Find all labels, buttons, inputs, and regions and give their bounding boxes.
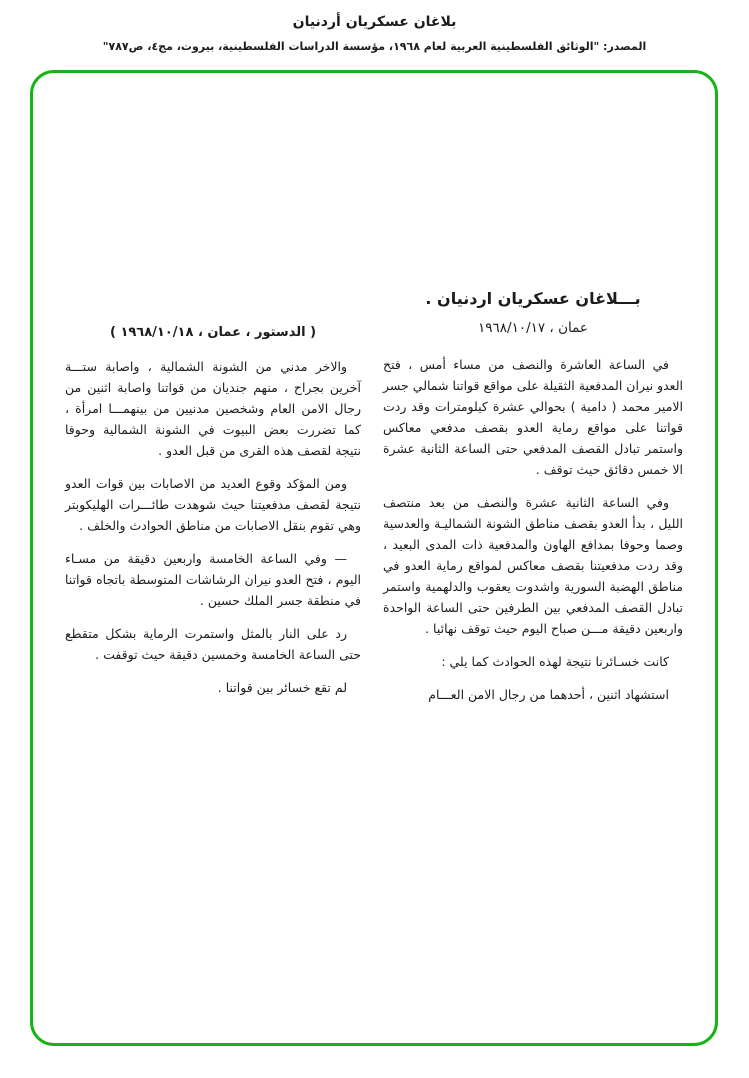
paragraph: لم تقع خسائر بين قواتنا . — [217, 680, 347, 695]
paragraph: وفي الساعة الثانية عشرة والنصف من بعد منتصف الليل ، بدأ العدو بقصف مناطق الشونة الشماليـة والعدسية وصما وحوفا بمدافع الهاون والمدفعية ذات المدى البعيد ، وقد ردت مدفعيتنا بقصف معاكس لمواقع رماية العدو في مناطق الهضبة السورية واشدوت يعقوب والدلهمية واستمر تبادل القصف المدفعي بين الطرفين حتى الساعة الواحدة واربعين دقيقة مـــن صباح اليوم حيث توقف نهائيا . — [383, 495, 683, 636]
page-title: بلاغان عسكريان أردنيان — [292, 14, 457, 30]
communique-column-first — [383, 289, 683, 705]
communique-heading: بـــلاغان عسكريان اردنيان . — [425, 289, 641, 308]
paragraph: كانت خسـائرنا نتيجة لهذه الحوادث كما يلي : — [441, 654, 669, 669]
paragraph: — وفي الساعة الخامسة واربعين دقيقة من مسـاء اليوم ، فتح العدو نيران الرشاشات المتوسطة باتجاه قواتنا في منطقة جسر الملك حسين . — [65, 551, 361, 608]
communique-dateline: عمان ، ١٩٦٨/١٠/١٧ — [478, 320, 588, 336]
page-header — [0, 14, 749, 53]
paragraph: رد على النار بالمثل واستمرت الرماية بشكل متقطع حتى الساعة الخامسة وخمسين دقيقة حيث توقفت . — [65, 626, 361, 662]
paragraph: والاخر مدني من الشونة الشمالية ، واصابة ستـــة آخرين بجراح ، منهم جنديان من قواتنا واصابة اثنين من رجال الامن العام وشخصين مدنيين من بينهمـــا امرأة ، كما تضررت بعض البيوت في الشونة الشمالية وحوفا نتيجة لقصف هذه القرى من قبل العدو . — [65, 359, 361, 458]
paragraph: في الساعة العاشرة والنصف من مساء أمس ، فتح العدو نيران المدفعية الثقيلة على مواقع قواتنا شمالي جسر الامير محمد ( دامية ) بحوالي عشرة كيلومترات وقد ردت قواتنا على مواقع رماية العدو بقصف مدفعي معاكس واستمر تبادل القصف المدفعي حتى الساعة الثانية عشرة الا خمس دقائق حيث توقف . — [383, 357, 683, 477]
paragraph: استشهاد اثنين ، أحدهما من رجال الامن العـــام — [428, 687, 669, 702]
communique-column-second — [65, 325, 361, 698]
paragraph: ومن المؤكد وقوع العديد من الاصابات بين قوات العدو نتيجة لقصف مدفعيتنا حيث شوهدت طائـــرات الهليكوبتر وهي تقوم بنقل الاصابات من مناطق الحوادث والخلف . — [65, 476, 361, 533]
source-citation: المصدر: "الوثائق الفلسطينية العربية لعام ١٩٦٨، مؤسسة الدراسات الفلسطينية، بيروت، مج٤، ص٧٨٧" — [102, 40, 647, 53]
newspaper-citation-heading: ( الدستور ، عمان ، ١٩٦٨/١٠/١٨ ) — [109, 325, 317, 340]
document-frame — [30, 70, 718, 1046]
